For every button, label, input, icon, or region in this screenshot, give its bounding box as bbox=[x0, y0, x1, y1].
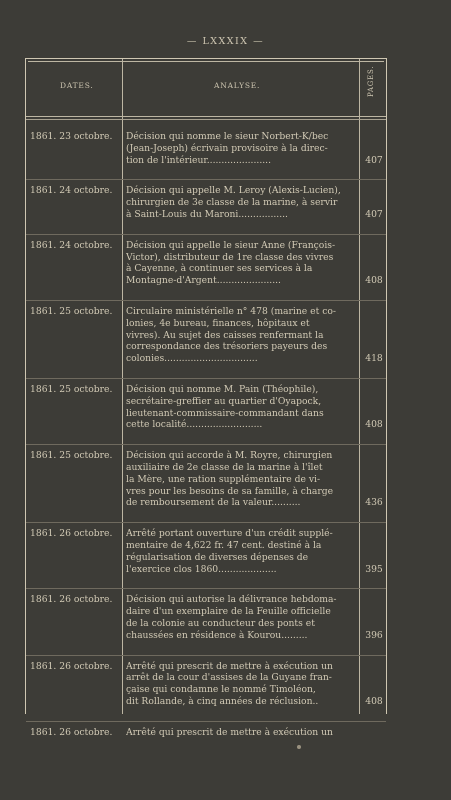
entry-date: 1861. 26 octobre. bbox=[30, 528, 113, 540]
entry-analysis-line: Décision qui autorise la délivrance hebdoma- bbox=[126, 594, 337, 606]
entry-page-number: 396 bbox=[365, 629, 383, 641]
entry-analysis-line: dit Rollande, à cinq années de réclusion.. bbox=[126, 695, 319, 707]
entry-row bbox=[26, 180, 386, 234]
entry-analysis-line: vres pour les besoins de sa famille, à charge bbox=[126, 485, 334, 497]
entry-analysis-line: Arrêté portant ouverture d'un crédit supplé- bbox=[126, 528, 333, 540]
entry-date: 1861. 23 octobre. bbox=[30, 131, 113, 142]
entry-analysis bbox=[126, 131, 355, 166]
entry-analysis-line: Décision qui nomme le sieur Norbert-K/bec bbox=[126, 131, 329, 142]
header-pages: PAGES. bbox=[367, 65, 375, 97]
entry-analysis-line: Décision qui accorde à M. Royre, chirurgien bbox=[126, 450, 333, 462]
entry-row bbox=[26, 126, 386, 180]
header-analyse: ANALYSE. bbox=[214, 81, 261, 90]
entry-analysis-line: (Jean-Joseph) écrivain provisoire à la direc- bbox=[126, 142, 328, 154]
entry-page-number: 418 bbox=[365, 353, 383, 365]
entry-analysis-line: la Mère, une ration supplémentaire de vi- bbox=[126, 473, 321, 485]
entry-date: 1861. 25 octobre. bbox=[30, 450, 113, 462]
entry-row bbox=[26, 445, 386, 523]
entry-analysis bbox=[126, 450, 355, 509]
header-divider bbox=[26, 116, 386, 117]
entry-page-number: 407 bbox=[365, 208, 383, 220]
entry-analysis-line: colonies................................ bbox=[126, 353, 258, 365]
entry-date: 1861. 26 octobre. bbox=[30, 594, 113, 606]
entry-page-number: 436 bbox=[365, 497, 383, 509]
entry-analysis-line: Décision qui appelle le sieur Anne (François- bbox=[126, 239, 336, 251]
paper-spot bbox=[297, 745, 301, 749]
entry-analysis-line: chirurgien de 3e classe de la marine, à servir bbox=[126, 197, 338, 209]
entry-page-number: 408 bbox=[365, 275, 383, 287]
entry-analysis-line: l'exercice clos 1860.................... bbox=[126, 563, 277, 575]
entry-analysis bbox=[126, 185, 355, 220]
index-table bbox=[25, 58, 387, 738]
entry-analysis-line: secrétaire-greffier au quartier d'Oyapock, bbox=[126, 395, 322, 407]
entry-analysis bbox=[126, 727, 355, 739]
entry-analysis-line: chaussées en résidence à Kourou......... bbox=[126, 629, 308, 641]
entries-list bbox=[26, 126, 386, 743]
entry-analysis bbox=[126, 661, 355, 708]
header-dates: DATES. bbox=[60, 81, 94, 90]
entry-analysis-line: Arrêté qui prescrit de mettre à exécution un bbox=[126, 660, 333, 672]
entry-analysis-line: à Saint-Louis du Maroni................. bbox=[126, 208, 288, 220]
entry-analysis-line: à Cayenne, à continuer ses services à la bbox=[126, 263, 313, 275]
entry-analysis-line: lonies, 4e bureau, finances, hôpitaux et bbox=[126, 317, 310, 329]
entry-analysis-line: cette localité.......................... bbox=[126, 419, 263, 431]
entry-date: 1861. 26 octobre. bbox=[30, 726, 113, 738]
entry-analysis-line: régularisation de diverses dépenses de bbox=[126, 551, 309, 563]
entry-row bbox=[26, 722, 386, 743]
entry-analysis-line: Arrêté qui prescrit de mettre à exécution un bbox=[126, 726, 333, 738]
entry-analysis-line: Décision qui appelle M. Leroy (Alexis-Lucien), bbox=[126, 185, 341, 197]
page-number: — LXXXIX — bbox=[186, 36, 265, 47]
entry-analysis-line: Circulaire ministérielle n° 478 (marine et co- bbox=[126, 305, 336, 317]
entry-row bbox=[26, 301, 386, 379]
entry-analysis bbox=[126, 240, 355, 287]
entry-analysis-line: mentaire de 4,622 fr. 47 cent. destiné à la bbox=[126, 539, 322, 551]
entry-analysis-line: çaise qui condamne le nommé Timoléon, bbox=[126, 684, 316, 696]
entry-row bbox=[26, 589, 386, 655]
entry-analysis-line: de la colonie au conducteur des ponts et bbox=[126, 617, 315, 629]
entry-analysis bbox=[126, 594, 355, 641]
entry-analysis-line: Décision qui nomme M. Pain (Théophile), bbox=[126, 383, 319, 395]
entry-analysis-line: lieutenant-commissaire-commandant dans bbox=[126, 407, 324, 419]
entry-analysis-line: daire d'un exemplaire de la Feuille officielle bbox=[126, 606, 331, 618]
entry-page-number: 407 bbox=[365, 154, 383, 166]
entry-analysis-line: Victor), distributeur de 1re classe des vivres bbox=[126, 251, 334, 263]
entry-date: 1861. 25 octobre. bbox=[30, 305, 113, 317]
entry-row bbox=[26, 235, 386, 301]
entry-row bbox=[26, 523, 386, 589]
entry-analysis-line: correspondance des trésoriers payeurs des bbox=[126, 341, 328, 353]
entry-analysis bbox=[126, 384, 355, 431]
entry-analysis-line: vivres). Au sujet des caisses renfermant la bbox=[126, 329, 324, 341]
entry-analysis-line: tion de l'intérieur...................... bbox=[126, 154, 272, 166]
entry-analysis-line: de remboursement de la valeur.......... bbox=[126, 497, 301, 509]
entry-page-number: 408 bbox=[365, 695, 383, 707]
entry-analysis-line: Montagne-d'Argent...................... bbox=[126, 275, 281, 287]
entry-date: 1861. 25 octobre. bbox=[30, 383, 113, 395]
entry-analysis bbox=[126, 306, 355, 365]
entry-page-number: 408 bbox=[365, 419, 383, 431]
entry-date: 1861. 26 octobre. bbox=[30, 660, 113, 672]
entry-row bbox=[26, 656, 386, 722]
entry-analysis-line: auxiliaire de 2e classe de la marine à l'îlet bbox=[126, 461, 323, 473]
entry-analysis-line: arrêt de la cour d'assises de la Guyane fran- bbox=[126, 672, 332, 684]
entry-date: 1861. 24 octobre. bbox=[30, 185, 113, 197]
entry-date: 1861. 24 octobre. bbox=[30, 239, 113, 251]
entry-row bbox=[26, 379, 386, 445]
entry-analysis bbox=[126, 528, 355, 575]
entry-page-number: 395 bbox=[365, 563, 383, 575]
